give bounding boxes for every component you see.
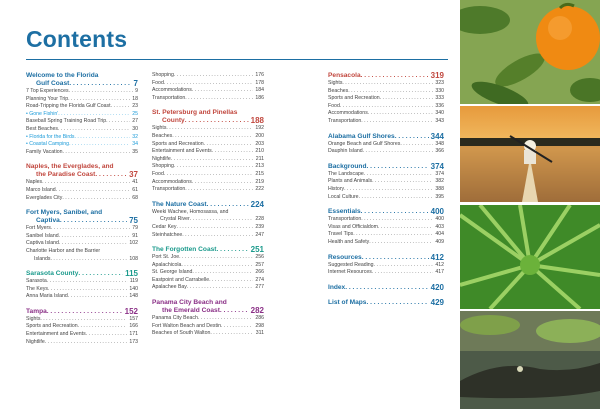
section-title: Tampa . . . [26,308,123,316]
section-page-number: 152 [124,306,138,316]
entry-page-number: 25 [132,110,138,117]
section-page-number: 429 [430,297,444,307]
toc-entry [152,284,264,292]
toc-section [152,109,264,193]
entry-label: Food . . . [328,103,433,111]
entry-label: Beaches . . . [328,88,433,96]
toc-entry [328,80,444,88]
entry-page-number: 176 [255,72,264,78]
toc-entry [328,88,444,96]
toc-entry [26,248,138,256]
orange-tree-photo [460,0,600,104]
toc-entry [328,194,444,202]
section-title: Fort Myers, Sanibel, and [26,209,103,217]
entry-page-number: 403 [435,223,444,230]
section-page-number: 7 [133,79,138,88]
toc-entry [328,110,444,118]
entry-page-number: 274 [255,276,264,283]
entry-label: Shopping . . . [152,163,253,171]
entry-label: Sights . . . [328,80,433,88]
toc-section [328,254,444,277]
entry-page-number: 348 [435,140,444,147]
entry-page-number: 213 [255,163,264,170]
entry-page-number: 336 [435,102,444,109]
toc-entry [328,239,444,247]
entry-label: Health and Safety . . . [328,239,433,247]
entry-label: Captiva Island . . . [26,240,127,248]
entry-page-number: 277 [255,284,264,291]
entry-label: Fort Walton Beach and Destin . . . [152,323,253,331]
section-title: List of Maps . . . [328,299,429,307]
toc-entry [152,80,264,88]
toc-entry [26,141,138,149]
entry-label: The Landscape . . . [328,171,433,179]
entry-label: Entertainment and Events . . . [152,148,253,156]
entry-page-number: 257 [255,261,264,268]
entry-label: Local Culture . . . [328,194,433,202]
toc-section [26,209,138,263]
entry-page-number: 192 [255,125,264,132]
entry-label: Plants and Animals . . . [328,178,433,186]
entry-label: The Keys . . . [26,286,127,294]
toc-entry [152,277,264,285]
entry-page-number: 166 [129,323,138,330]
toc-entry [26,187,138,195]
section-page-number: 420 [430,282,444,292]
entry-page-number: 366 [435,148,444,155]
toc-section [152,246,264,292]
toc-entry [26,256,138,264]
toc-section [328,299,444,307]
entry-page-number: 374 [435,170,444,177]
entry-label: Accommodations . . . [152,179,253,187]
toc-entry [26,225,138,233]
entry-page-number: 27 [132,118,138,125]
entry-page-number: 400 [435,216,444,223]
toc-section [328,284,444,292]
toc-entry [26,323,138,331]
toc-section [328,163,444,201]
entry-label: 7 Top Experiences . . . [26,88,133,96]
toc-entry [26,293,138,301]
entry-label: Sports and Recreation . . . [26,323,127,331]
section-page-number: 188 [250,116,264,126]
entry-label: Crystal River . . . [152,216,253,224]
toc-entry [328,148,444,156]
toc-entry [26,286,138,294]
entry-page-number: 239 [255,223,264,230]
toc-section [152,72,264,102]
entry-label: Apalachee Bay . . . [152,284,253,292]
entry-label: Marco Island . . . [26,187,130,195]
entry-label: Transportation . . . [152,95,253,103]
entry-page-number: 68 [132,194,138,201]
toc-entry [152,95,264,103]
toc-entry [26,195,138,203]
entry-page-number: 30 [132,125,138,132]
section-title-continued: County . . . [152,117,249,125]
section-title-continued: the Emerald Coast . . . [152,307,249,315]
section-heading [328,133,444,141]
section-title: St. Petersburg and Pinellas [152,109,238,117]
entry-page-number: 171 [129,331,138,338]
entry-page-number: 311 [255,330,264,337]
toc-entry [26,149,138,157]
entry-page-number: 18 [132,95,138,102]
entry-page-number: 34 [132,141,138,148]
entry-label: Transportation . . . [328,216,433,224]
toc-entry [26,103,138,111]
entry-page-number: 79 [132,225,138,232]
toc-entry [152,141,264,149]
section-page-number: 400 [430,207,444,217]
entry-label: Sports and Recreation . . . [328,95,433,103]
entry-page-number: 333 [435,95,444,102]
toc-entry [328,231,444,239]
entry-page-number: 140 [129,285,138,292]
section-heading [328,208,444,216]
toc-column-2 [152,72,264,345]
toc-entry [152,163,264,171]
toc-entry [26,339,138,347]
toc-entry [328,224,444,232]
entry-page-number: 286 [255,315,264,322]
toc-entry [152,216,264,224]
entry-label: Orange Beach and Gulf Shores . . . [328,141,433,149]
entry-label: St. George Island . . . [152,269,253,277]
section-title: Welcome to the Florida [26,72,99,79]
toc-section [26,72,138,156]
entry-label: Sports and Recreation . . . [152,141,253,149]
toc-entry [26,233,138,241]
toc-entry [152,125,264,133]
kayak-sunset-photo [460,106,600,202]
entry-page-number: 219 [255,178,264,185]
entry-label: Sights . . . [26,316,127,324]
entry-label: Eastpoint and Carrabelle . . . [152,277,253,285]
toc-column-1 [26,72,138,353]
entry-label: • Florida for the Birds . . . [26,134,130,142]
toc-section [26,270,138,301]
section-title: Background . . . [328,163,429,171]
toc-entry [328,216,444,224]
toc-entry [152,232,264,240]
toc-entry [152,269,264,277]
entry-page-number: 41 [132,179,138,186]
entry-label: Port St. Joe . . . [152,254,253,262]
entry-label: Sights . . . [152,125,253,133]
toc-entry [26,126,138,134]
section-heading [152,246,264,254]
entry-label: Steinhatchee . . . [152,232,253,240]
toc-entry [26,88,138,96]
toc-entry [152,209,264,217]
entry-label: Shopping . . . [152,72,253,80]
section-page-number: 75 [129,216,138,226]
palm-frond-photo [460,205,600,309]
section-title-continued: Gulf Coast . . . [26,80,132,88]
entry-label: Fort Myers . . . [26,225,130,233]
toc-section [152,299,264,338]
entry-page-number: 323 [435,80,444,86]
entry-label: Dauphin Island . . . [328,148,433,156]
entry-label: History . . . [328,186,433,194]
section-heading-line1 [152,299,264,307]
section-page-number: 251 [250,245,264,255]
entry-page-number: 266 [255,269,264,276]
entry-page-number: 157 [129,315,138,322]
toc-entry [152,133,264,141]
entry-label: Travel Tips . . . [328,231,433,239]
section-title: Pensacola . . . [328,72,429,80]
entry-label: Accommodations . . . [328,110,433,118]
entry-page-number: 412 [435,261,444,268]
entry-page-number: 343 [435,117,444,124]
toc-entry [328,95,444,103]
entry-page-number: 119 [129,278,138,285]
toc-entry [152,156,264,164]
section-heading [328,72,444,80]
entry-label: Planning Your Trip . . . [26,96,130,104]
toc-column-3 [328,72,444,314]
section-heading [328,163,444,171]
section-heading-line1 [26,163,138,171]
section-heading [152,307,264,315]
entry-page-number: 91 [132,232,138,239]
toc-entry [328,103,444,111]
section-page-number: 374 [430,161,444,171]
toc-section [328,208,444,246]
entry-page-number: 108 [129,255,138,262]
entry-label: Sanibel Island . . . [26,233,130,241]
entry-page-number: 228 [255,216,264,223]
section-heading [26,217,138,225]
toc-section [328,72,444,126]
entry-label: Food . . . [152,80,253,88]
entry-label: Transportation . . . [152,186,253,194]
entry-page-number: 417 [435,269,444,276]
entry-label: • Gone Fishin' . . . [26,111,130,119]
toc-entry [152,254,264,262]
entry-label: Internet Resources . . . [328,269,433,277]
entry-page-number: 23 [132,103,138,110]
entry-label: Baseball Spring Training Road Trip . . . [26,118,130,126]
entry-page-number: 102 [129,240,138,247]
section-title: The Forgotten Coast . . . [152,246,249,254]
entry-label: Apalachicola . . . [152,262,253,270]
section-title: Sarasota County . . . [26,270,123,278]
entry-label: Food . . . [152,171,253,179]
entry-label: Suggested Reading . . . [328,262,433,270]
entry-label: Nightlife . . . [152,156,254,164]
entry-label: Family Vacation . . . [26,149,130,157]
toc-entry [152,315,264,323]
entry-page-number: 382 [435,178,444,185]
section-page-number: 319 [430,71,444,80]
toc-entry [328,186,444,194]
entry-page-number: 210 [255,148,264,155]
entry-label: Road-Tripping the Florida Gulf Coast . . . [26,103,130,111]
entry-page-number: 35 [132,148,138,155]
entry-label: Charlotte Harbor and the Barrier [26,247,101,254]
section-heading [152,117,264,125]
section-page-number: 282 [250,306,264,316]
toc-entry [328,178,444,186]
entry-label: Beaches of South Walton . . . [152,330,254,338]
entry-label: Beaches . . . [152,133,253,141]
entry-label: Visas and Officialdom . . . [328,224,433,232]
entry-page-number: 256 [255,254,264,261]
toc-entry [152,171,264,179]
entry-page-number: 173 [129,338,138,345]
entry-label: Cedar Key . . . [152,224,253,232]
toc-entry [152,262,264,270]
entry-label: Weeki Wachee, Homosassa, and [152,208,229,215]
entry-page-number: 186 [255,94,264,101]
toc-entry [152,224,264,232]
toc-entry [152,148,264,156]
entry-page-number: 330 [435,87,444,94]
section-title: Alabama Gulf Shores . . . [328,133,429,141]
toc-entry [26,278,138,286]
section-title: Panama City Beach and [152,299,227,307]
toc-entry [152,186,264,194]
entry-page-number: 211 [255,155,264,162]
title-rule [26,59,448,60]
entry-label: Nightlife . . . [26,339,127,347]
toc-section [26,308,138,346]
alligator-photo [460,311,600,409]
toc-entry [152,323,264,331]
toc-section [328,133,444,156]
entry-label: Islands . . . [26,256,127,264]
section-heading [328,284,444,292]
entry-page-number: 247 [255,231,264,238]
section-heading [328,254,444,262]
section-heading-line1 [26,72,138,80]
entry-page-number: 178 [255,79,264,86]
entry-label: • Coastal Camping . . . [26,141,130,149]
toc-entry [26,118,138,126]
toc-entry [26,111,138,119]
entry-page-number: 203 [255,140,264,147]
entry-label: Best Beaches . . . [26,126,130,134]
toc-entry [26,96,138,104]
toc-section [152,201,264,239]
section-page-number: 224 [250,199,264,209]
entry-page-number: 184 [255,87,264,94]
section-page-number: 412 [430,252,444,262]
section-heading [26,80,138,88]
entry-label: Anna Maria Island . . . [26,293,127,301]
toc-section [26,163,138,202]
entry-page-number: 404 [435,231,444,238]
entry-page-number: 200 [255,132,264,139]
toc-entry [26,316,138,324]
toc-entry [152,72,264,80]
entry-page-number: 9 [135,88,138,94]
entry-page-number: 409 [435,238,444,245]
section-heading-line1 [26,209,138,217]
toc-entry [152,87,264,95]
entry-page-number: 222 [255,186,264,193]
toc-entry [26,331,138,339]
entry-label: Panama City Beach . . . [152,315,253,323]
section-heading [152,201,264,209]
section-title-continued: the Paradise Coast . . . [26,171,127,179]
toc-entry [328,118,444,126]
entry-page-number: 61 [132,186,138,193]
entry-page-number: 388 [435,185,444,192]
toc-entry [328,262,444,270]
toc-entry [152,179,264,187]
section-heading [26,270,138,278]
toc-entry [328,141,444,149]
entry-page-number: 32 [132,133,138,140]
entry-page-number: 215 [255,170,264,177]
toc-entry [328,269,444,277]
toc-entry [328,171,444,179]
section-title: The Nature Coast . . . [152,201,249,209]
section-heading [328,299,444,307]
page-title: Contents [26,26,128,52]
section-title: Naples, the Everglades, and [26,163,114,171]
section-title: Essentials . . . [328,208,429,216]
toc-entry [26,134,138,142]
section-title: Index . . . [328,284,429,292]
entry-label: Sarasota . . . [26,278,128,286]
entry-label: Accommodations . . . [152,87,253,95]
entry-label: Everglades City . . . [26,195,130,203]
entry-label: Naples . . . [26,179,130,187]
toc-entry [26,179,138,187]
toc-entry [152,330,264,338]
entry-page-number [262,209,264,217]
entry-page-number: 340 [435,110,444,117]
section-heading [26,308,138,316]
section-title-continued: Captiva . . . [26,217,127,225]
section-page-number: 37 [129,170,138,180]
section-title: Resources . . . [328,254,429,262]
entry-label: Transportation . . . [328,118,433,126]
section-page-number: 115 [125,269,138,279]
toc-entry [26,240,138,248]
entry-page-number: 395 [435,193,444,200]
section-heading [26,171,138,179]
entry-page-number: 298 [255,322,264,329]
entry-page-number [136,248,138,256]
entry-page-number: 148 [129,293,138,300]
entry-label: Entertainment and Events . . . [26,331,127,339]
section-page-number: 344 [430,131,444,141]
section-heading-line1 [152,109,264,117]
